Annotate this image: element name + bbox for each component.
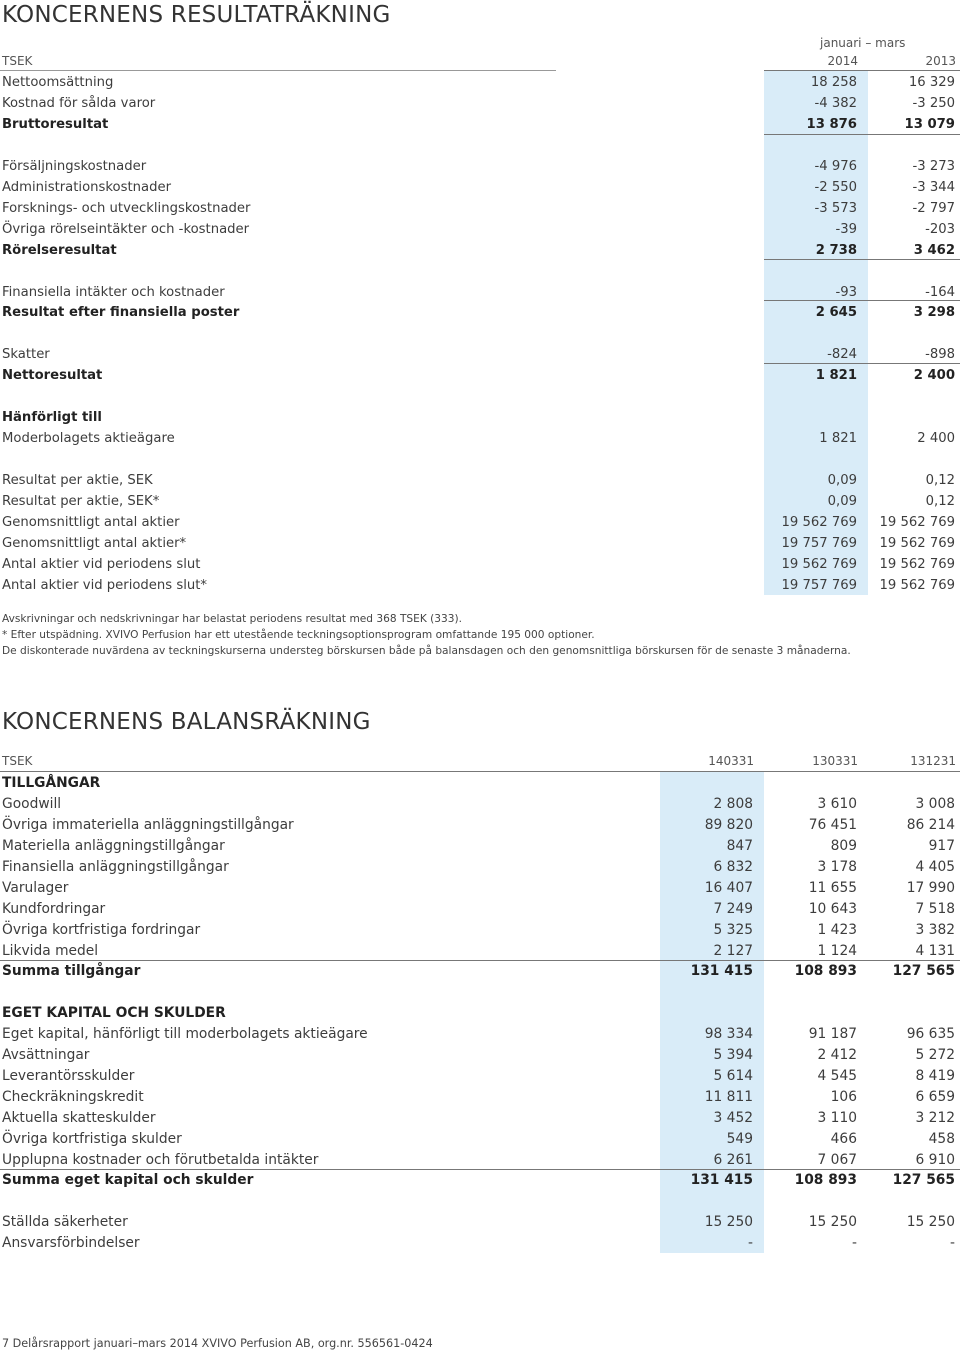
table-row xyxy=(0,156,960,177)
row-value-c: - xyxy=(950,1235,955,1251)
table-row xyxy=(0,857,960,878)
table-row xyxy=(0,1087,960,1108)
table-row xyxy=(0,428,960,449)
row-label: Nettoresultat xyxy=(2,368,103,383)
row-value-b: 3 110 xyxy=(817,1110,857,1126)
row-value-b: 7 067 xyxy=(817,1152,857,1168)
row-value-c: 96 635 xyxy=(906,1026,955,1042)
row-value-b: 19 562 769 xyxy=(879,515,955,530)
row-value-a: -824 xyxy=(827,347,857,362)
row-value-b: -164 xyxy=(925,285,955,300)
table-row xyxy=(0,1150,960,1171)
row-label: Övriga immateriella anläggningstillgångar xyxy=(2,817,294,833)
row-value-c: 6 910 xyxy=(915,1152,955,1168)
table-row xyxy=(0,1212,960,1233)
table-row xyxy=(0,1045,960,1066)
row-value-b: 466 xyxy=(830,1131,857,1147)
page-footer: 7 Delårsrapport januari–mars 2014 XVIVO Perfusion AB, org.nr. 556561-0424 xyxy=(2,1337,433,1350)
row-value-b: -203 xyxy=(925,222,955,237)
row-label: Resultat per aktie, SEK xyxy=(2,473,153,488)
row-value-b: 2 400 xyxy=(913,368,955,383)
row-value-b: 13 079 xyxy=(904,117,955,132)
row-label: Eget kapital, hänförligt till moderbolagets aktieägare xyxy=(2,1026,368,1042)
row-value-c: 127 565 xyxy=(892,1172,955,1188)
row-value-a: - xyxy=(748,1235,753,1251)
table-row xyxy=(0,219,960,240)
table-row xyxy=(0,1170,960,1191)
row-value-b: 19 562 769 xyxy=(879,557,955,572)
row-value-a: 19 562 769 xyxy=(781,557,857,572)
row-value-b: 3 178 xyxy=(817,859,857,875)
row-value-b: 108 893 xyxy=(794,963,857,979)
row-value-b: 11 655 xyxy=(808,880,857,896)
row-value-a: 5 394 xyxy=(713,1047,753,1063)
table-row xyxy=(0,177,960,198)
row-label: Aktuella skatteskulder xyxy=(2,1110,156,1126)
row-value-a: 11 811 xyxy=(704,1089,753,1105)
row-label: Kundfordringar xyxy=(2,901,106,917)
table-row xyxy=(0,1066,960,1087)
row-label: Summa eget kapital och skulder xyxy=(2,1172,254,1188)
row-value-a: -4 382 xyxy=(814,96,857,111)
rule-summa-ek-skulder xyxy=(0,1169,960,1170)
row-label: Ställda säkerheter xyxy=(2,1214,128,1230)
balance-unit: TSEK xyxy=(2,754,33,768)
income-col-2013: 2013 xyxy=(925,54,956,68)
rule-rorelseresultat xyxy=(764,259,960,260)
row-value-b: 0,12 xyxy=(925,494,955,509)
row-value-a: 2 645 xyxy=(815,305,857,320)
row-value-b: 2 412 xyxy=(817,1047,857,1063)
row-label: Finansiella intäkter och kostnader xyxy=(2,285,225,300)
row-value-a: -4 976 xyxy=(814,159,857,174)
row-value-a: 6 261 xyxy=(713,1152,753,1168)
row-label: Likvida medel xyxy=(2,943,99,959)
row-label: Antal aktier vid periodens slut xyxy=(2,557,201,572)
row-value-b: 19 562 769 xyxy=(879,578,955,593)
row-value-b: 1 423 xyxy=(817,922,857,938)
table-row xyxy=(0,240,960,261)
row-label: Övriga rörelseintäkter och -kostnader xyxy=(2,222,250,237)
row-label: Forsknings- och utvecklingskostnader xyxy=(2,201,251,216)
table-row xyxy=(0,365,960,386)
income-title: KONCERNENS RESULTATRÄKNING xyxy=(2,2,391,28)
row-value-c: 15 250 xyxy=(906,1214,955,1230)
table-row xyxy=(0,1003,960,1024)
table-row xyxy=(0,533,960,554)
table-row xyxy=(0,920,960,941)
row-value-c: 3 382 xyxy=(915,922,955,938)
row-value-a: 5 325 xyxy=(713,922,753,938)
row-label: Skatter xyxy=(2,347,50,362)
table-row xyxy=(0,1024,960,1045)
row-value-a: 3 452 xyxy=(713,1110,753,1126)
row-value-b: 3 462 xyxy=(913,243,955,258)
table-row xyxy=(0,815,960,836)
row-label: Genomsnittligt antal aktier xyxy=(2,515,180,530)
row-value-b: 108 893 xyxy=(794,1172,857,1188)
table-row xyxy=(0,302,960,323)
row-value-b: -3 273 xyxy=(912,159,955,174)
row-label: Nettoomsättning xyxy=(2,75,114,90)
row-label: Avsättningar xyxy=(2,1047,90,1063)
table-row xyxy=(0,114,960,135)
row-label: Resultat per aktie, SEK* xyxy=(2,494,160,509)
row-value-c: 4 405 xyxy=(915,859,955,875)
row-value-a: 549 xyxy=(726,1131,753,1147)
row-label: Moderbolagets aktieägare xyxy=(2,431,175,446)
row-value-a: 89 820 xyxy=(704,817,753,833)
row-value-c: 458 xyxy=(928,1131,955,1147)
row-label: Hänförligt till xyxy=(2,410,102,425)
table-row xyxy=(0,72,960,93)
table-row xyxy=(0,773,960,794)
row-value-b: 4 545 xyxy=(817,1068,857,1084)
row-label: Övriga kortfristiga skulder xyxy=(2,1131,182,1147)
row-value-b: -3 250 xyxy=(912,96,955,111)
row-label: Försäljningskostnader xyxy=(2,159,147,174)
income-note-3: De diskonterade nuvärdena av teckningskurserna understeg börskursen både på balansdagen och den genomsnittliga börskursen för de senaste 3 månaderna. xyxy=(2,645,851,657)
row-value-a: 7 249 xyxy=(713,901,753,917)
row-value-b: 1 124 xyxy=(817,943,857,959)
table-row xyxy=(0,344,960,365)
row-value-a: 0,09 xyxy=(827,494,857,509)
row-value-b: 106 xyxy=(830,1089,857,1105)
balance-title: KONCERNENS BALANSRÄKNING xyxy=(2,709,371,735)
row-value-c: 3 008 xyxy=(915,796,955,812)
table-row xyxy=(0,198,960,219)
row-value-b: 91 187 xyxy=(808,1026,857,1042)
row-value-a: 847 xyxy=(726,838,753,854)
row-value-c: 8 419 xyxy=(915,1068,955,1084)
income-col-2014: 2014 xyxy=(827,54,858,68)
row-value-a: -2 550 xyxy=(814,180,857,195)
table-row xyxy=(0,470,960,491)
row-label: Finansiella anläggningstillgångar xyxy=(2,859,229,875)
row-label: Resultat efter finansiella poster xyxy=(2,305,240,320)
row-label: Administrationskostnader xyxy=(2,180,171,195)
row-label: Ansvarsförbindelser xyxy=(2,1235,140,1251)
row-value-c: 4 131 xyxy=(915,943,955,959)
row-value-c: 917 xyxy=(928,838,955,854)
row-value-b: 3 298 xyxy=(913,305,955,320)
row-value-b: 10 643 xyxy=(808,901,857,917)
row-value-c: 86 214 xyxy=(906,817,955,833)
table-row xyxy=(0,1108,960,1129)
income-unit: TSEK xyxy=(2,54,33,68)
balance-col-130331: 130331 xyxy=(812,754,858,768)
rule-summa-tillgangar xyxy=(0,960,960,961)
row-label: Goodwill xyxy=(2,796,62,812)
row-value-a: -3 573 xyxy=(814,201,857,216)
table-row xyxy=(0,899,960,920)
row-label: Varulager xyxy=(2,880,69,896)
income-note-1: Avskrivningar och nedskrivningar har belastat periodens resultat med 368 TSEK (333). xyxy=(2,613,463,625)
row-label: EGET KAPITAL OCH SKULDER xyxy=(2,1005,226,1021)
income-header-rule-left xyxy=(0,70,556,71)
row-label: Checkräkningskredit xyxy=(2,1089,144,1105)
row-value-a: 19 562 769 xyxy=(781,515,857,530)
row-value-a: 18 258 xyxy=(810,75,857,90)
row-value-c: 7 518 xyxy=(915,901,955,917)
row-value-a: 0,09 xyxy=(827,473,857,488)
row-label: Leverantörsskulder xyxy=(2,1068,135,1084)
table-row xyxy=(0,794,960,815)
table-row xyxy=(0,554,960,575)
row-value-a: 2 808 xyxy=(713,796,753,812)
row-label: Övriga kortfristiga fordringar xyxy=(2,922,201,938)
row-value-b: 16 329 xyxy=(908,75,955,90)
row-value-c: 3 212 xyxy=(915,1110,955,1126)
row-value-b: -3 344 xyxy=(912,180,955,195)
row-value-b: - xyxy=(852,1235,857,1251)
row-label: TILLGÅNGAR xyxy=(2,775,101,791)
row-value-b: 0,12 xyxy=(925,473,955,488)
table-row xyxy=(0,407,960,428)
row-value-c: 127 565 xyxy=(892,963,955,979)
row-value-b: -2 797 xyxy=(912,201,955,216)
rule-nettoresultat xyxy=(764,363,960,364)
rule-resultat-efter-fin xyxy=(764,300,960,301)
row-value-a: 15 250 xyxy=(704,1214,753,1230)
income-note-2: * Efter utspädning. XVIVO Perfusion har ett utestående teckningsoptionsprogram omfattande 195 000 optioner. xyxy=(2,629,595,641)
row-value-b: -898 xyxy=(925,347,955,362)
row-label: Summa tillgångar xyxy=(2,963,141,979)
row-label: Rörelseresultat xyxy=(2,243,117,258)
row-value-a: 1 821 xyxy=(819,431,857,446)
row-label: Genomsnittligt antal aktier* xyxy=(2,536,187,551)
row-value-a: 2 738 xyxy=(815,243,857,258)
table-row xyxy=(0,575,960,596)
table-row xyxy=(0,491,960,512)
row-value-a: 19 757 769 xyxy=(781,536,857,551)
table-row xyxy=(0,1129,960,1150)
income-header-rule-right xyxy=(764,70,960,71)
row-value-b: 2 400 xyxy=(917,431,955,446)
row-value-c: 17 990 xyxy=(906,880,955,896)
row-value-a: 2 127 xyxy=(713,943,753,959)
row-value-a: 6 832 xyxy=(713,859,753,875)
row-value-a: -93 xyxy=(835,285,857,300)
row-value-c: 5 272 xyxy=(915,1047,955,1063)
rule-bruttoresultat xyxy=(764,134,960,135)
table-row xyxy=(0,961,960,982)
row-value-b: 19 562 769 xyxy=(879,536,955,551)
balance-col-131231: 131231 xyxy=(910,754,956,768)
balance-header-rule xyxy=(0,771,960,772)
row-value-b: 809 xyxy=(830,838,857,854)
row-value-a: 16 407 xyxy=(704,880,753,896)
table-row xyxy=(0,941,960,962)
row-value-c: 6 659 xyxy=(915,1089,955,1105)
row-value-a: 98 334 xyxy=(704,1026,753,1042)
balance-col-140331: 140331 xyxy=(708,754,754,768)
row-value-a: 5 614 xyxy=(713,1068,753,1084)
row-label: Materiella anläggningstillgångar xyxy=(2,838,225,854)
row-label: Kostnad för sålda varor xyxy=(2,96,156,111)
row-label: Antal aktier vid periodens slut* xyxy=(2,578,207,593)
row-value-b: 15 250 xyxy=(808,1214,857,1230)
table-row xyxy=(0,836,960,857)
row-value-b: 3 610 xyxy=(817,796,857,812)
table-row xyxy=(0,878,960,899)
row-value-a: 1 821 xyxy=(815,368,857,383)
row-value-a: 131 415 xyxy=(690,1172,753,1188)
row-value-a: 131 415 xyxy=(690,963,753,979)
income-period-label: januari – mars xyxy=(820,36,906,50)
row-label: Upplupna kostnader och förutbetalda intäkter xyxy=(2,1152,319,1168)
table-row xyxy=(0,1233,960,1254)
table-row xyxy=(0,93,960,114)
row-value-a: 19 757 769 xyxy=(781,578,857,593)
row-label: Bruttoresultat xyxy=(2,117,109,132)
row-value-a: 13 876 xyxy=(806,117,857,132)
row-value-b: 76 451 xyxy=(808,817,857,833)
table-row xyxy=(0,512,960,533)
row-value-a: -39 xyxy=(835,222,857,237)
